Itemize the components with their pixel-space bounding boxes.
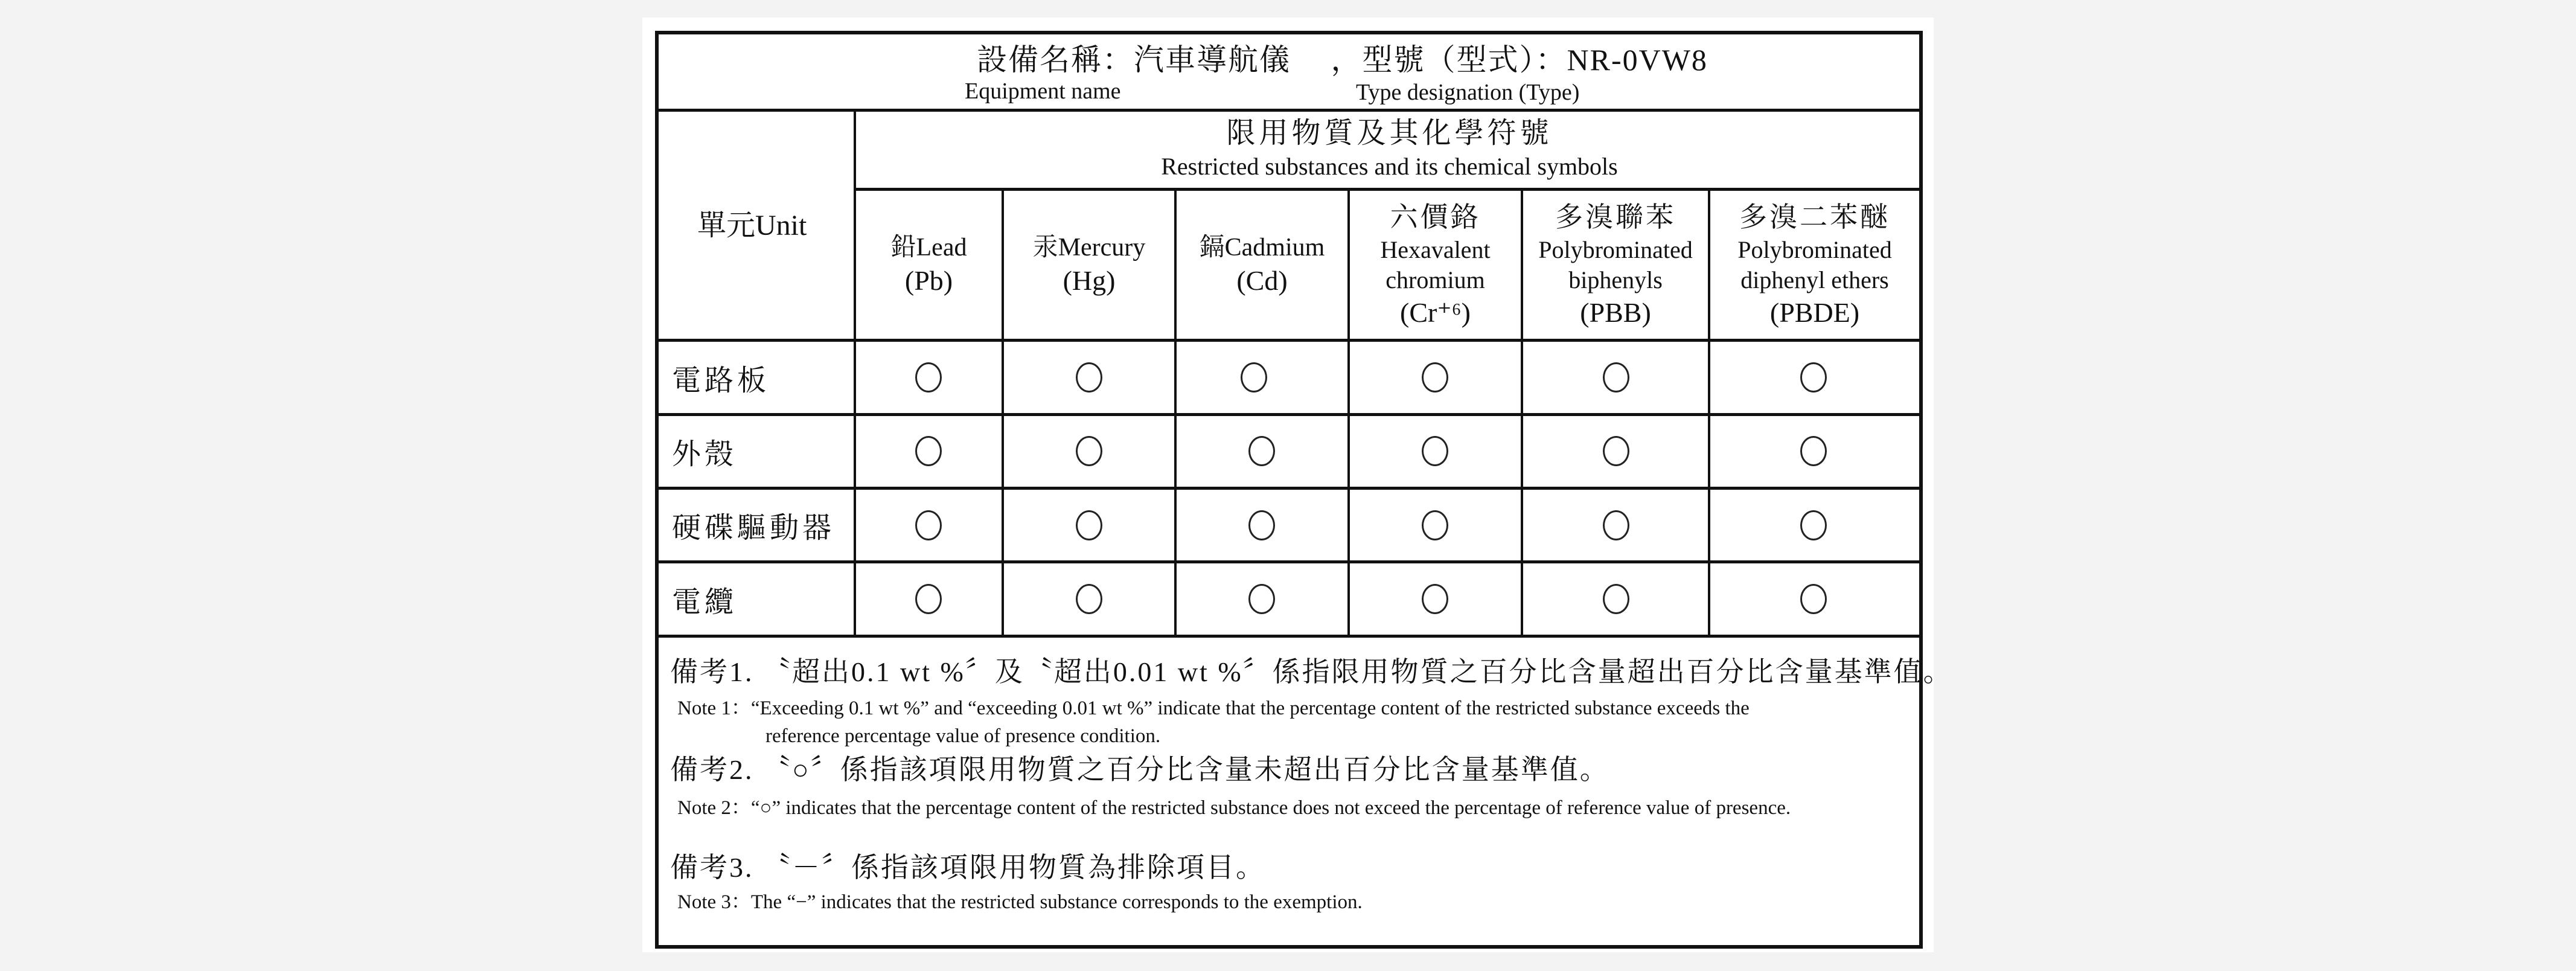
note-1-cn: 備考1. 〝超出0.1 wt %〞及〝超出0.01 wt %〞係指限用物質之百分比含量超出百分比含量基準值。	[670, 656, 1953, 687]
col-header-pbde: 多溴二苯醚 Polybrominated diphenyl ethers (PBDE)	[1737, 202, 1892, 328]
divider-table-bottom	[655, 635, 1923, 638]
col-header-mercury: 汞Mercury (Hg)	[1032, 233, 1146, 296]
compliant-circle-icon	[1603, 436, 1629, 466]
unit-header: 單元Unit	[697, 210, 807, 242]
compliant-circle-icon	[1800, 436, 1827, 466]
note-1-en: Note 1：“Exceeding 0.1 wt %” and “exceeding 0.01 wt %” indicate that the percentage content of the restricted substance exceeds the	[677, 697, 1750, 719]
divider-row-3	[655, 560, 1923, 563]
divider-title	[655, 109, 1923, 112]
compliant-circle-icon	[1603, 584, 1629, 614]
type-designation-label: Type designation (Type)	[1356, 80, 1580, 105]
compliant-circle-icon	[915, 584, 942, 614]
compliant-circle-icon	[1422, 436, 1448, 466]
row-label-hard-drive: 硬碟驅動器	[672, 512, 836, 544]
compliant-circle-icon	[1076, 510, 1102, 540]
compliant-circle-icon	[1800, 362, 1827, 393]
compliant-circle-icon	[1076, 436, 1102, 466]
note-3-cn: 備考3. 〝－〞係指該項限用物質為排除項目。	[670, 852, 1265, 883]
compliant-circle-icon	[1076, 362, 1102, 393]
equipment-name-label: Equipment name	[965, 79, 1121, 104]
divider-row-1	[655, 413, 1923, 416]
compliant-circle-icon	[1422, 362, 1448, 393]
note-3-en: Note 3：The “−” indicates that the restricted substance corresponds to the exemption.	[677, 891, 1363, 913]
compliant-circle-icon	[1076, 584, 1102, 614]
restricted-header-en: Restricted substances and its chemical symbols	[1161, 153, 1618, 180]
col-header-pbb: 多溴聯苯 Polybrominated biphenyls (PBB)	[1538, 202, 1693, 328]
compliant-circle-icon	[915, 510, 942, 540]
compliant-circle-icon	[1603, 362, 1629, 393]
compliant-circle-icon	[915, 436, 942, 466]
col-divider-unit	[854, 109, 856, 638]
row-label-cable: 電纜	[672, 586, 738, 618]
compliant-circle-icon	[1241, 362, 1267, 393]
compliant-circle-icon	[1248, 510, 1275, 540]
compliant-circle-icon	[1800, 584, 1827, 614]
compliant-circle-icon	[1603, 510, 1629, 540]
compliant-circle-icon	[915, 362, 942, 393]
compliant-circle-icon	[1422, 584, 1448, 614]
row-label-circuit-board: 電路板	[672, 364, 770, 397]
document-title: 設備名稱：汽車導航儀 ，型號（型式）：NR-0VW8	[977, 43, 1708, 77]
divider-row-2	[655, 487, 1923, 490]
row-label-housing: 外殼	[672, 438, 738, 470]
compliant-circle-icon	[1422, 510, 1448, 540]
compliant-circle-icon	[1800, 510, 1827, 540]
compliant-circle-icon	[1248, 436, 1275, 466]
note-1-en-cont: reference percentage value of presence condition.	[765, 725, 1161, 747]
note-2-cn: 備考2. 〝○〞係指該項限用物質之百分比含量未超出百分比含量基準值。	[670, 754, 1609, 785]
restricted-header-cn: 限用物質及其化學符號	[1226, 117, 1553, 149]
col-header-hexavalent-chromium: 六價鉻 Hexavalent chromium (Cr⁺⁶)	[1380, 202, 1491, 328]
divider-header-bottom	[655, 339, 1923, 342]
col-header-cadmium: 鎘Cadmium (Cd)	[1199, 233, 1325, 296]
compliant-circle-icon	[1248, 584, 1275, 614]
note-2-en: Note 2：“○” indicates that the percentage content of the restricted substance does not exceed the percentage of reference value of presence.	[677, 797, 1791, 819]
col-header-lead: 鉛Lead (Pb)	[890, 233, 967, 296]
